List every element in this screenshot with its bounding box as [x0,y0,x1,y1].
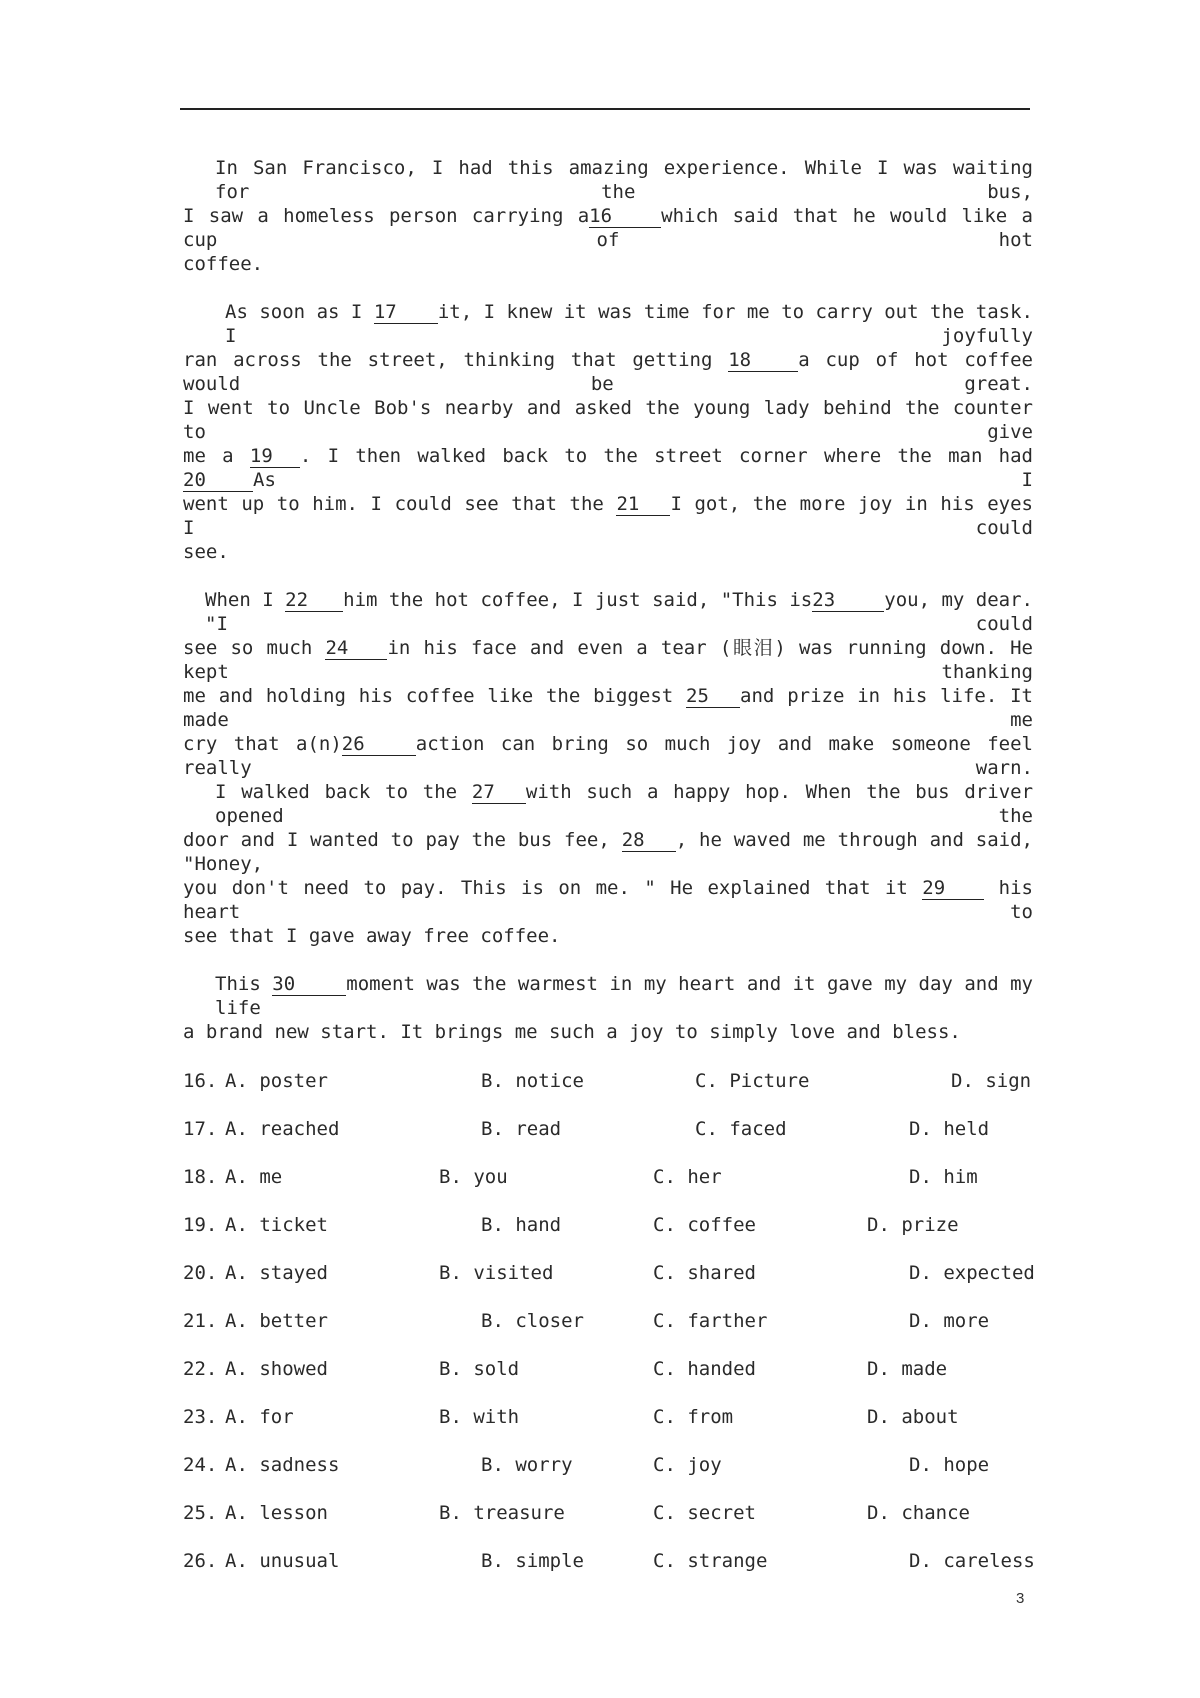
option-c[interactable]: C. farther [653,1310,768,1332]
option-b[interactable]: B. notice [481,1070,584,1092]
option-b[interactable]: B. treasure [439,1502,565,1524]
question-19: 19. A. ticket B. hand C. coffee D. prize [183,1214,959,1236]
passage-line: see. [183,541,229,563]
blank-27[interactable]: 27 [472,781,526,804]
option-c[interactable]: C. from [653,1406,734,1428]
passage-line: As soon as I 17 it, I knew it was time for me to carry out the task. I joyfully [225,301,1033,347]
passage-line: door and I wanted to pay the bus fee, 28 , he waved me through and said, "Honey, [183,829,1033,875]
question-26: 26. A. unusual B. simple C. strange D. careless [183,1550,1035,1572]
option-c[interactable]: C. strange [653,1550,768,1572]
blank-29[interactable]: 29 [922,877,984,900]
option-d[interactable]: D. expected [909,1262,1035,1284]
blank-24[interactable]: 24 [325,637,387,660]
passage-line: I walked back to the 27 with such a happy hop. When the bus driver opened the [215,781,1034,827]
passage-line: In San Francisco, I had this amazing experience. While I was waiting for the bus, [215,157,1033,203]
option-d[interactable]: D. more [909,1310,990,1332]
passage-line: me and holding his coffee like the biggest 25 and prize in his life. It made me [183,685,1033,731]
passage-line: a brand new start. It brings me such a joy to simply love and bless. [183,1021,961,1043]
passage-line: cry that a(n)26 action can bring so much joy and make someone feel really warn. [183,733,1033,779]
question-20: 20. A. stayed B. visited C. shared D. expected [183,1262,1035,1284]
option-a[interactable]: A. me [225,1166,283,1188]
option-a[interactable]: A. showed [225,1358,328,1380]
question-25: 25. A. lesson B. treasure C. secret D. chance [183,1502,970,1524]
option-d[interactable]: D. chance [867,1502,970,1524]
option-c[interactable]: C. handed [653,1358,756,1380]
passage-line: see so much 24 in his face and even a tear (眼泪) was running down. He kept thanking [183,637,1033,683]
option-c[interactable]: C. faced [695,1118,787,1140]
option-c[interactable]: C. joy [653,1454,722,1476]
option-a[interactable]: A. unusual [225,1550,340,1572]
passage-line: ran across the street, thinking that getting 18 a cup of hot coffee would be great. [183,349,1033,395]
option-d[interactable]: D. prize [867,1214,959,1236]
option-b[interactable]: B. hand [481,1214,562,1236]
question-23: 23. A. for B. with C. from D. about [183,1406,959,1428]
option-b[interactable]: B. read [481,1118,562,1140]
option-a[interactable]: A. reached [225,1118,340,1140]
option-a[interactable]: A. ticket [225,1214,328,1236]
passage-line: me a 19 . I then walked back to the street corner where the man had 20 As I [183,445,1033,491]
header-rule [180,108,1030,110]
passage-line: I saw a homeless person carrying a16 which said that he would like a cup of hot [183,205,1033,251]
option-d[interactable]: D. sign [951,1070,1032,1092]
passage-line: I went to Uncle Bob's nearby and asked the young lady behind the counter to give [183,397,1033,443]
question-18: 18. A. me B. you C. her D. him [183,1166,978,1188]
passage-line: This 30 moment was the warmest in my heart and it gave my day and my life [215,973,1033,1019]
option-c[interactable]: C. her [653,1166,722,1188]
option-b[interactable]: B. simple [481,1550,584,1572]
option-a[interactable]: A. better [225,1310,328,1332]
question-21: 21. A. better B. closer C. farther D. more [183,1310,990,1332]
option-c[interactable]: C. secret [653,1502,756,1524]
blank-21[interactable]: 21 [616,493,670,516]
option-a[interactable]: A. for [225,1406,294,1428]
option-d[interactable]: D. careless [909,1550,1035,1572]
question-24: 24. A. sadness B. worry C. joy D. hope [183,1454,990,1476]
option-b[interactable]: B. closer [481,1310,584,1332]
blank-28[interactable]: 28 [622,829,676,852]
option-b[interactable]: B. with [439,1406,520,1428]
option-b[interactable]: B. sold [439,1358,520,1380]
blank-17[interactable]: 17 [374,301,438,324]
option-a[interactable]: A. stayed [225,1262,328,1284]
question-22: 22. A. showed B. sold C. handed D. made [183,1358,948,1380]
option-d[interactable]: D. him [909,1166,978,1188]
blank-18[interactable]: 18 [728,349,798,372]
blank-19[interactable]: 19 [250,445,300,468]
question-17: 17. A. reached B. read C. faced D. held [183,1118,990,1140]
option-a[interactable]: A. lesson [225,1502,328,1524]
page-number: 3 [1016,1590,1025,1607]
option-d[interactable]: D. about [867,1406,959,1428]
option-b[interactable]: B. worry [481,1454,573,1476]
blank-26[interactable]: 26 [342,733,416,756]
option-a[interactable]: A. poster [225,1070,328,1092]
option-b[interactable]: B. visited [439,1262,554,1284]
option-a[interactable]: A. sadness [225,1454,340,1476]
option-c[interactable]: C. coffee [653,1214,756,1236]
passage-line: When I 22 him the hot coffee, I just said, "This is23 you, my dear. "I could [205,589,1033,635]
blank-25[interactable]: 25 [686,685,740,708]
passage-line: you don't need to pay. This is on me. " He explained that it 29 his heart to [183,877,1033,923]
option-b[interactable]: B. you [439,1166,508,1188]
option-c[interactable]: C. shared [653,1262,756,1284]
passage-line: see that I gave away free coffee. [183,925,561,947]
option-d[interactable]: D. held [909,1118,990,1140]
blank-23[interactable]: 23 [812,589,884,612]
blank-30[interactable]: 30 [272,973,346,996]
option-d[interactable]: D. made [867,1358,948,1380]
passage-line: coffee. [183,253,264,275]
blank-22[interactable]: 22 [285,589,343,612]
question-16: 16. A. poster B. notice C. Picture D. sign [183,1070,1032,1092]
passage-line: went up to him. I could see that the 21 I got, the more joy in his eyes I could [183,493,1033,539]
blank-16[interactable]: 16 [589,205,661,228]
blank-20[interactable]: 20 [183,469,253,492]
option-c[interactable]: C. Picture [695,1070,810,1092]
option-d[interactable]: D. hope [909,1454,990,1476]
